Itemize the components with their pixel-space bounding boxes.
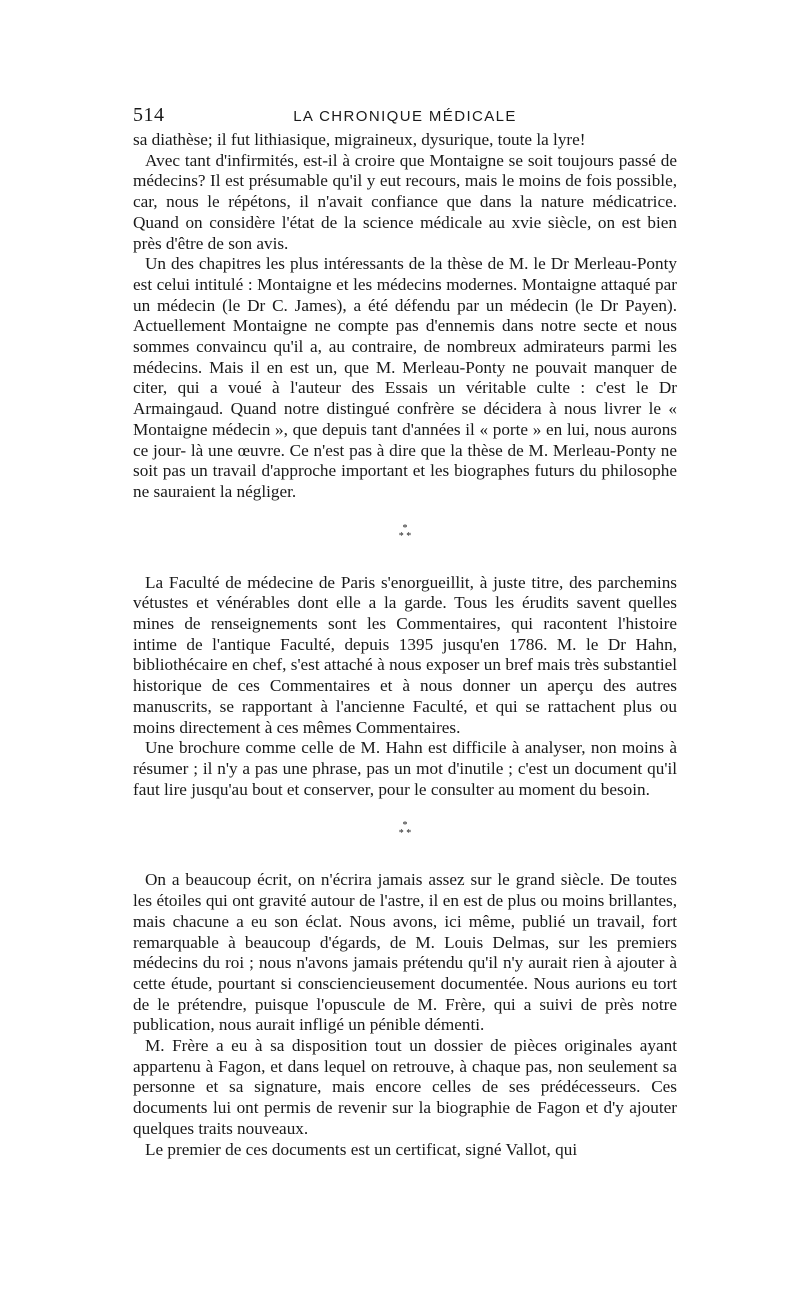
page-number: 514 <box>133 104 165 126</box>
asterism-top-star: * <box>402 820 408 832</box>
paragraph: M. Frère a eu à sa disposition tout un dossier de pièces originales ayant appartenu à Fagon, et dans lequel on retrouve, à chaque pas, non seulement sa personne et sa signature, mais encore celles de ses prédécesseurs. Ces documents lui ont permis de revenir sur la biographie de Fagon et d'y ajouter quelques traits nouveaux. <box>133 1036 677 1138</box>
asterism-bottom-stars: * * <box>398 530 412 542</box>
page-header <box>133 104 677 128</box>
paragraph: Une brochure comme celle de M. Hahn est difficile à analyser, non moins à résumer ; il n'y a pas une phrase, pas un mot d'inutile ; c'est un document qu'il faut lire jusqu'au bout et conserver, pour le consulter au moment du besoin. <box>133 738 677 799</box>
paragraph: sa diathèse; il fut lithiasique, migraineux, dysurique, toute la lyre! <box>133 130 586 149</box>
section-separator <box>133 800 677 870</box>
asterism <box>133 822 677 838</box>
paragraph: Un des chapitres les plus intéressants de la thèse de M. le Dr Merleau-Ponty est celui intitulé : Montaigne et les médecins modernes. Montaigne attaqué par un médecin (le Dr C. James), a été défendu par un médecin (le Dr Payen). Actuellement Montaigne ne compte pas d'ennemis dans notre secte et nous sommes convaincu qu'il a, au contraire, de nombreux admirateurs parmi les médecins. Mais il en est un, que M. Merleau-Ponty ne pouvait manquer de citer, qui a voué à l'auteur des Essais un véritable culte : c'est le Dr Armaingaud. Quand notre distingué confrère se décidera à nous livrer le « Montaigne médecin », que depuis tant d'années il « porte » en lui, nous aurons ce jour- là une œuvre. Ce n'est pas à dire que la thèse de M. Merleau-Ponty ne soit pas un travail d'approche important et les biographes futurs du philosophe ne sauraient la négliger. <box>133 254 677 501</box>
asterism-bottom-stars: * * <box>398 828 412 840</box>
paragraph: La Faculté de médecine de Paris s'enorgueillit, à juste titre, des parchemins vétustes et vénérables dont elle a la garde. Tous les érudits savent quelles mines de renseignements sont les Commentaires, qui racontent l'histoire intime de l'antique Faculté, depuis 1395 jusqu'en 1786. M. le Dr Hahn, bibliothécaire en chef, s'est attaché à nous exposer un bref mais très substantiel historique de ces Commentaires et à nous donner un aperçu des autres manuscrits, se rapportant à l'ancienne Faculté, et qui se rattachent plus ou moins directement à ces mêmes Commentaires. <box>133 572 677 737</box>
paragraph: Le premier de ces documents est un certificat, signé Vallot, qui <box>145 1139 578 1159</box>
running-title: LA CHRONIQUE MÉDICALE <box>293 108 517 125</box>
paragraph: On a beaucoup écrit, on n'écrira jamais assez sur le grand siècle. De toutes les étoiles qui ont gravité autour de l'astre, il en est de plus ou moins brillantes, mais chacune a eu son éclat. Nous avons, ici même, publié un travail, fort remarquable à beaucoup d'égards, de M. Louis Delmas, sur les premiers médecins du roi ; nous n'avons jamais prétendu qu'il n'y aurait rien à ajouter à cette étude, pourtant si consciencieusement documentée. Nous aurions eu tort de le prétendre, puisque l'opuscule de M. Frère, qui a suivi de près notre publication, nous aurait infligé un pénible démenti. <box>133 870 677 1035</box>
asterism-top-star: * <box>402 522 408 534</box>
asterism <box>133 522 677 542</box>
section-separator <box>133 503 677 573</box>
paragraph: Avec tant d'infirmités, est-il à croire que Montaigne se soit toujours passé de médecins? Il est présumable qu'il y eut recours, mais le moins de fois possible, car, nous le répétons, il n'avait confiance que dans la nature médicatrice. Quand on considère l'état de la science médicale au xvie siècle, on est bien près d'être de son avis. <box>133 150 677 253</box>
article-body <box>133 130 677 1160</box>
